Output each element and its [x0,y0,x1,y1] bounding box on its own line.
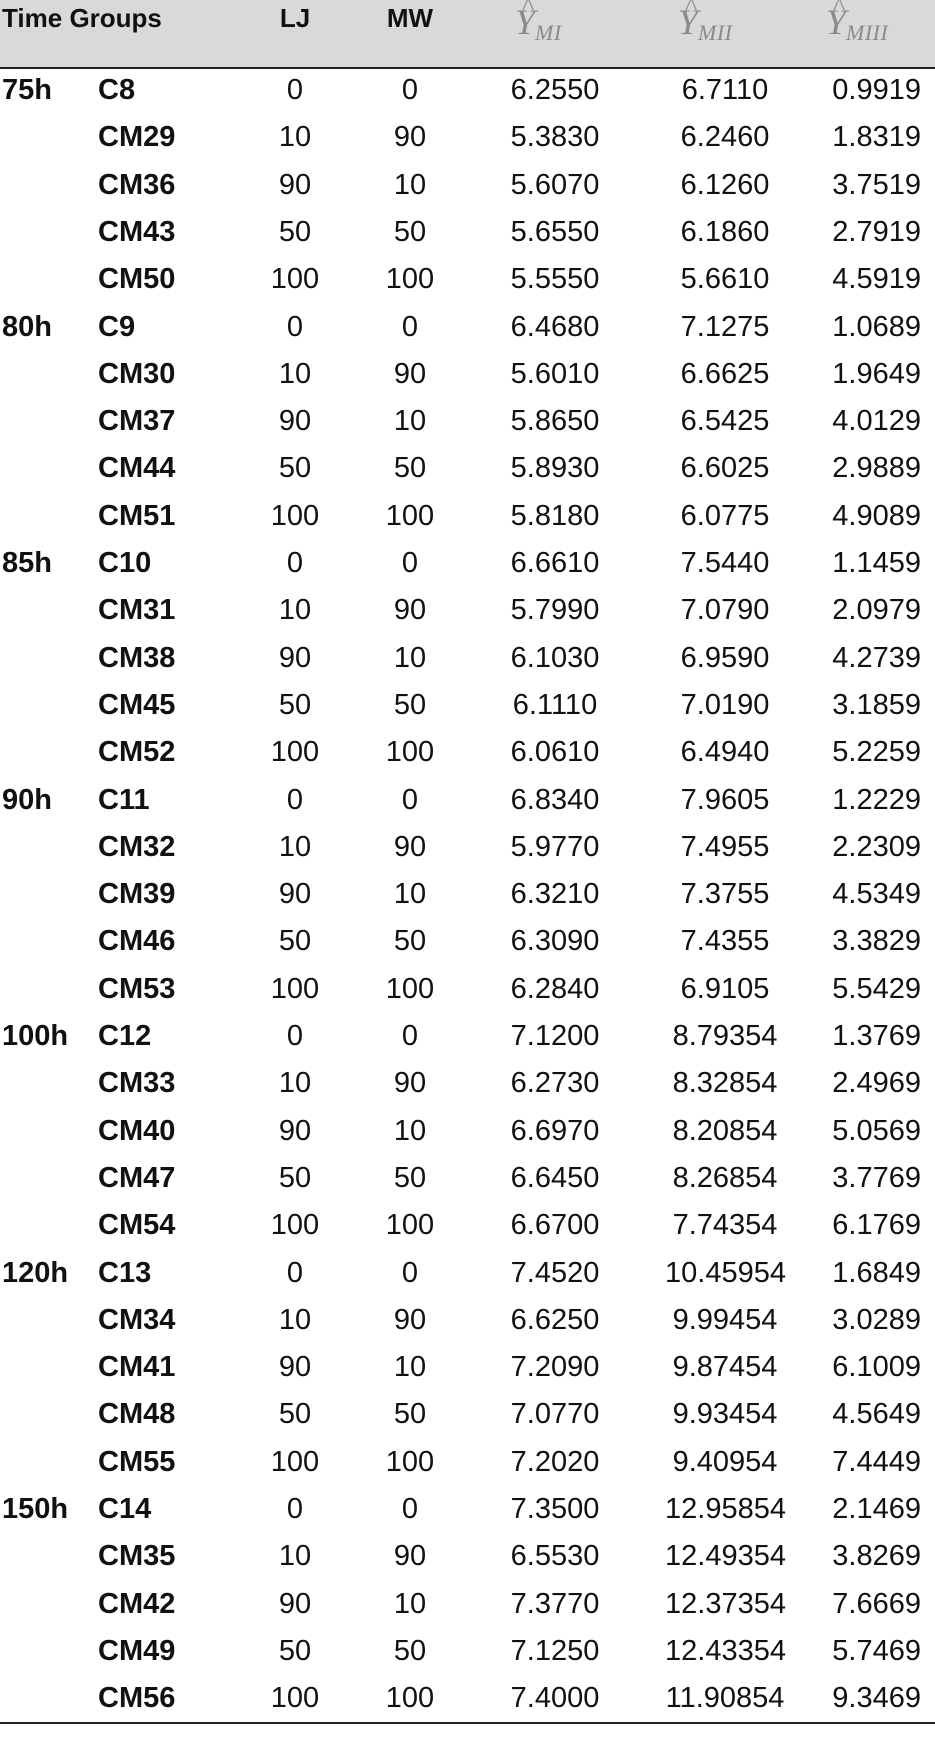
mw-cell: 10 [393,1588,427,1620]
y-miii-cell: 1.3769 [832,1020,921,1052]
mw-cell: 10 [393,169,427,201]
y-miii-cell: 4.5349 [832,878,921,910]
time-cell: 80h [2,311,52,343]
lj-cell: 10 [278,1304,312,1336]
y-mii-cell: 7.4955 [680,831,770,863]
y-mii-cell: 6.6625 [680,358,770,390]
y-mi-cell: 6.3210 [510,878,600,910]
y-miii-cell: 2.9889 [832,452,921,484]
y-miii-cell: 3.7769 [832,1162,921,1194]
y-mii-cell: 7.0790 [680,594,770,626]
group-cell: CM31 [98,594,176,626]
y-mii-cell: 7.74354 [672,1209,778,1241]
y-mi-cell: 7.0770 [510,1398,600,1430]
y-miii-cell: 4.0129 [832,405,921,437]
y-mii-cell: 12.43354 [665,1635,786,1667]
y-mii-cell: 6.9590 [680,642,770,674]
lj-cell: 10 [278,1067,312,1099]
y-mi-cell: 6.1030 [510,642,600,674]
y-miii-cell: 1.2229 [832,784,921,816]
group-cell: CM43 [98,216,176,248]
header-y-miii-subscript: MIII [846,20,889,45]
lj-cell: 50 [278,1162,312,1194]
mw-cell: 0 [401,1493,419,1525]
y-mii-cell: 8.26854 [672,1162,778,1194]
y-miii-cell: 4.2739 [832,642,921,674]
mw-cell: 10 [393,878,427,910]
lj-cell: 0 [286,784,304,816]
mw-cell: 90 [393,358,427,390]
group-cell: CM40 [98,1115,176,1147]
y-mii-cell: 9.99454 [672,1304,778,1336]
group-cell: CM30 [98,358,176,390]
group-cell: C14 [98,1493,152,1525]
y-mii-cell: 9.40954 [672,1446,778,1478]
y-miii-cell: 3.3829 [832,925,921,957]
y-mi-cell: 5.5550 [510,263,600,295]
y-mii-cell: 7.4355 [680,925,770,957]
lj-cell: 0 [286,1257,304,1289]
y-mi-cell: 6.1110 [512,689,598,721]
y-mii-cell: 10.45954 [665,1257,786,1289]
group-cell: CM52 [98,736,176,768]
y-mi-cell: 7.3500 [510,1493,600,1525]
y-mii-cell: 12.95854 [665,1493,786,1525]
header-lj: LJ [279,3,311,33]
y-miii-cell: 1.8319 [832,121,921,153]
group-cell: CM36 [98,169,176,201]
y-miii-cell: 3.7519 [832,169,921,201]
y-miii-cell: 7.6669 [832,1588,921,1620]
group-cell: CM55 [98,1446,176,1478]
mw-cell: 90 [393,1067,427,1099]
lj-cell: 90 [278,169,312,201]
group-cell: CM50 [98,263,176,295]
mw-cell: 50 [393,1635,427,1667]
mw-cell: 0 [401,74,419,106]
group-cell: C13 [98,1257,152,1289]
lj-cell: 90 [278,878,312,910]
group-cell: C8 [98,74,136,106]
y-mii-cell: 8.79354 [672,1020,778,1052]
y-mi-cell: 5.8930 [510,452,600,484]
group-cell: CM47 [98,1162,176,1194]
mw-cell: 0 [401,1020,419,1052]
y-mii-cell: 6.5425 [680,405,770,437]
header-y-mii-subscript: MII [698,20,733,45]
group-cell: CM41 [98,1351,176,1383]
y-miii-cell: 5.5429 [832,973,921,1005]
mw-cell: 90 [393,1304,427,1336]
lj-cell: 0 [286,311,304,343]
lj-cell: 100 [270,1682,320,1714]
y-mi-cell: 7.1200 [510,1020,600,1052]
y-mii-cell: 6.1860 [680,216,770,248]
y-mii-cell: 9.87454 [672,1351,778,1383]
time-cell: 100h [2,1020,69,1052]
y-miii-cell: 3.0289 [832,1304,921,1336]
time-cell: 150h [2,1493,69,1525]
lj-cell: 10 [278,121,312,153]
header-y-mi-subscript: MI [535,20,562,45]
y-mii-cell: 8.20854 [672,1115,778,1147]
lj-cell: 50 [278,216,312,248]
group-cell: CM45 [98,689,176,721]
mw-cell: 100 [385,736,435,768]
y-mii-cell: 6.7110 [681,74,769,106]
y-mii-cell: 7.3755 [680,878,770,910]
lj-cell: 90 [278,1588,312,1620]
group-cell: CM51 [98,500,176,532]
y-mii-cell: 8.32854 [672,1067,778,1099]
y-mii-cell: 12.37354 [665,1588,786,1620]
y-mi-cell: 6.6700 [510,1209,600,1241]
group-cell: CM49 [98,1635,176,1667]
mw-cell: 90 [393,121,427,153]
time-cell: 90h [2,784,52,816]
lj-cell: 0 [286,547,304,579]
y-mi-cell: 6.6250 [510,1304,600,1336]
y-mi-cell: 6.6450 [510,1162,600,1194]
group-cell: CM48 [98,1398,176,1430]
y-miii-cell: 2.7919 [832,216,921,248]
y-mi-cell: 6.3090 [510,925,600,957]
y-mii-cell: 6.1260 [680,169,770,201]
y-miii-cell: 5.2259 [832,736,921,768]
y-mi-cell: 5.6070 [510,169,600,201]
lj-cell: 0 [286,1493,304,1525]
lj-cell: 10 [278,594,312,626]
y-mi-cell: 7.2020 [510,1446,600,1478]
y-miii-cell: 1.0689 [832,311,921,343]
y-mi-cell: 6.2840 [510,973,600,1005]
mw-cell: 100 [385,1209,435,1241]
mw-cell: 90 [393,594,427,626]
bottom-rule [0,1722,935,1724]
y-mi-cell: 7.1250 [510,1635,600,1667]
y-mii-cell: 11.90854 [665,1682,785,1714]
y-mi-cell: 6.5530 [510,1540,600,1572]
mw-cell: 50 [393,1162,427,1194]
y-miii-cell: 6.1009 [832,1351,921,1383]
mw-cell: 10 [393,642,427,674]
group-cell: CM35 [98,1540,176,1572]
y-miii-cell: 3.8269 [832,1540,921,1572]
table-header [0,0,935,69]
lj-cell: 90 [278,405,312,437]
y-miii-cell: 4.5649 [832,1398,921,1430]
lj-cell: 0 [286,74,304,106]
group-cell: CM44 [98,452,176,484]
mw-cell: 50 [393,689,427,721]
header-time-groups: Time Groups [2,3,162,33]
lj-cell: 90 [278,1115,312,1147]
lj-cell: 100 [270,973,320,1005]
y-miii-cell: 3.1859 [832,689,921,721]
lj-cell: 50 [278,925,312,957]
y-miii-cell: 1.6849 [832,1257,921,1289]
mw-cell: 100 [385,500,435,532]
y-miii-cell: 9.3469 [832,1682,921,1714]
group-cell: C11 [98,784,150,816]
group-cell: CM29 [98,121,176,153]
mw-cell: 50 [393,1398,427,1430]
y-mii-cell: 7.5440 [680,547,770,579]
group-cell: CM42 [98,1588,176,1620]
group-cell: CM46 [98,925,176,957]
mw-cell: 10 [393,1115,427,1147]
y-mi-cell: 6.6970 [510,1115,600,1147]
header-y-mii: ^ $Y_{MII}$ [678,4,733,44]
group-cell: CM32 [98,831,176,863]
lj-cell: 100 [270,736,320,768]
group-cell: CM56 [98,1682,176,1714]
y-mi-cell: 7.3770 [510,1588,600,1620]
y-mii-cell: 9.93454 [672,1398,778,1430]
group-cell: CM33 [98,1067,176,1099]
y-mi-cell: 6.0610 [510,736,600,768]
y-mii-cell: 6.0775 [680,500,770,532]
lj-cell: 50 [278,452,312,484]
mw-cell: 50 [393,216,427,248]
lj-cell: 10 [278,358,312,390]
y-miii-cell: 7.4449 [832,1446,921,1478]
y-mii-cell: 5.6610 [680,263,770,295]
y-mi-cell: 6.8340 [510,784,600,816]
y-miii-cell: 5.7469 [832,1635,921,1667]
group-cell: C10 [98,547,152,579]
y-miii-cell: 2.0979 [832,594,921,626]
group-cell: CM39 [98,878,176,910]
lj-cell: 90 [278,1351,312,1383]
group-cell: CM38 [98,642,176,674]
lj-cell: 100 [270,1209,320,1241]
y-miii-cell: 2.4969 [832,1067,921,1099]
lj-cell: 100 [270,263,320,295]
mw-cell: 100 [385,1682,435,1714]
mw-cell: 100 [385,263,435,295]
header-y-miii: ^ $Y_{MIII}$ [826,4,888,44]
y-mii-cell: 12.49354 [665,1540,786,1572]
y-mi-cell: 5.9770 [510,831,600,863]
y-mi-cell: 5.6010 [510,358,600,390]
mw-cell: 100 [385,973,435,1005]
y-miii-cell: 1.9649 [832,358,921,390]
header-mw: MW [386,3,434,33]
group-cell: CM37 [98,405,176,437]
y-mi-cell: 5.3830 [510,121,600,153]
lj-cell: 100 [270,500,320,532]
y-miii-cell: 4.5919 [832,263,921,295]
mw-cell: 50 [393,452,427,484]
lj-cell: 0 [286,1020,304,1052]
y-mi-cell: 7.2090 [510,1351,600,1383]
group-cell: CM53 [98,973,176,1005]
y-mii-cell: 6.9105 [680,973,770,1005]
y-mi-cell: 5.8180 [510,500,600,532]
y-miii-cell: 2.1469 [832,1493,921,1525]
y-mii-cell: 6.4940 [680,736,770,768]
mw-cell: 100 [385,1446,435,1478]
time-cell: 120h [2,1257,69,1289]
y-mi-cell: 6.6610 [510,547,600,579]
mw-cell: 10 [393,405,427,437]
y-mii-cell: 7.1275 [680,311,770,343]
y-miii-cell: 1.1459 [832,547,921,579]
group-cell: C12 [98,1020,152,1052]
y-miii-cell: 5.0569 [832,1115,921,1147]
y-mi-cell: 5.7990 [510,594,600,626]
y-mi-cell: 5.6550 [510,216,600,248]
time-cell: 75h [2,74,52,106]
lj-cell: 50 [278,689,312,721]
mw-cell: 0 [401,1257,419,1289]
mw-cell: 50 [393,925,427,957]
lj-cell: 10 [278,1540,312,1572]
y-mi-cell: 6.2550 [510,74,600,106]
y-miii-cell: 4.9089 [832,500,921,532]
y-miii-cell: 6.1769 [832,1209,921,1241]
lj-cell: 90 [278,642,312,674]
lj-cell: 50 [278,1398,312,1430]
mw-cell: 0 [401,311,419,343]
lj-cell: 50 [278,1635,312,1667]
y-mi-cell: 6.2730 [510,1067,600,1099]
mw-cell: 10 [393,1351,427,1383]
lj-cell: 10 [278,831,312,863]
y-mi-cell: 6.4680 [510,311,600,343]
y-miii-cell: 2.2309 [832,831,921,863]
y-mii-cell: 7.9605 [680,784,770,816]
y-mi-cell: 5.8650 [510,405,600,437]
header-y-mi: ^ $Y_{MI}$ [515,4,562,44]
group-cell: CM54 [98,1209,176,1241]
group-cell: CM34 [98,1304,176,1336]
y-mii-cell: 7.0190 [680,689,770,721]
mw-cell: 0 [401,784,419,816]
lj-cell: 100 [270,1446,320,1478]
y-mii-cell: 6.6025 [680,452,770,484]
y-mi-cell: 7.4520 [510,1257,600,1289]
mw-cell: 90 [393,831,427,863]
y-mi-cell: 7.4000 [510,1682,600,1714]
mw-cell: 0 [401,547,419,579]
y-miii-cell: 0.9919 [832,74,921,106]
mw-cell: 90 [393,1540,427,1572]
time-cell: 85h [2,547,52,579]
group-cell: C9 [98,311,136,343]
y-mii-cell: 6.2460 [680,121,770,153]
